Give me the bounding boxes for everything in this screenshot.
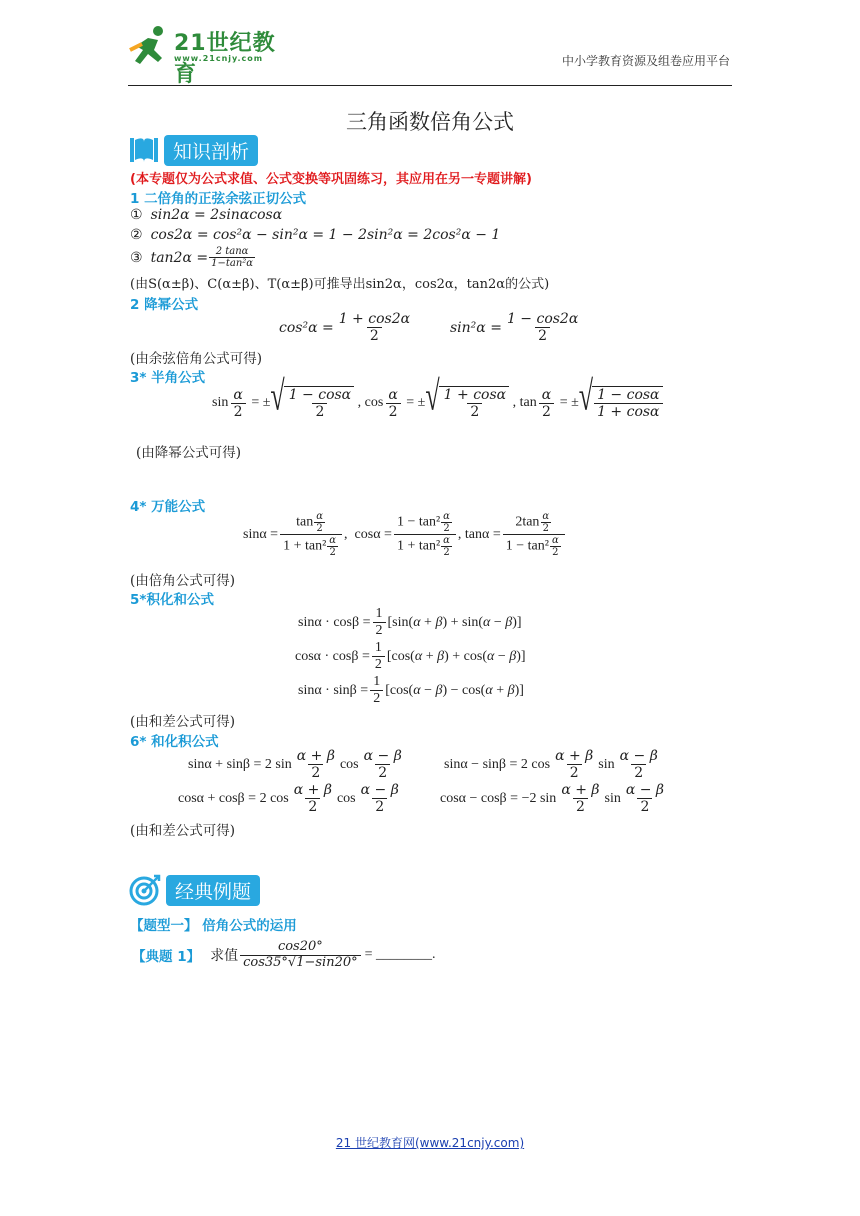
denominator: 1−tan²α xyxy=(211,258,254,269)
formula-stp-3: cosα + cosβ = 2 cos $\frac{\alpha + \beta}{2}$ cos $\frac{\alpha - \beta}{2}$ xyxy=(178,782,399,816)
formula-stp-1: sinα + sinβ = 2 sin $\frac{\alpha + \beta}{2}$ cos $\frac{\alpha - \beta}{2}$ xyxy=(188,748,402,782)
heading-power-reduction: 2 降幂公式 xyxy=(130,297,199,313)
note-from-reduction: (由降幂公式可得) xyxy=(136,445,242,461)
numerator: 1 + cos2α xyxy=(338,311,411,327)
note-from-double: (由倍角公式可得) xyxy=(130,573,236,589)
section-badge-knowledge xyxy=(128,134,258,166)
heading-product-to-sum: 5*积化和公式 xyxy=(130,592,214,608)
page-title: 三角函数倍角公式 xyxy=(346,110,514,134)
formula-universal: sinα = tan $\frac{\alpha}{2}$ 1 + tan² $\frac{\alpha}{2}$ , cosα = 1 − tan² $\frac{\alpha}{2}$ 1 + tan² $\frac{\alpha}{2}$ , tanα = 2tan $\frac{\alpha}{2}$ 1 − tan² $\frac{\alpha}{2}$ xyxy=(243,511,567,558)
fraction xyxy=(209,246,255,269)
formula-tan2a xyxy=(130,246,256,269)
example-1 xyxy=(132,940,436,971)
target-icon xyxy=(128,873,162,907)
formula-pts-3: sinα · sinβ = $\frac{1}{2}$ [cos(α − β) − cos(α + β)] xyxy=(298,674,524,707)
logo-text: 21世纪教育 xyxy=(174,31,276,87)
formula-text: sin2α = 2sinαcosα xyxy=(150,207,283,223)
heading-double-angle: 1 二倍角的正弦余弦正切公式 xyxy=(130,191,307,207)
problem-type-1: 【题型一】 倍角公式的运用 xyxy=(130,918,297,934)
badge-label: 经典例题 xyxy=(166,875,260,906)
note-cos-double: (由余弦倍角公式可得) xyxy=(130,351,263,367)
formula-sin-sq xyxy=(450,311,583,344)
formula-stp-4: cosα − cosβ = −2 sin $\frac{\alpha + \beta}{2}$ sin $\frac{\alpha - \beta}{2}$ xyxy=(440,782,665,816)
note-from-sum-diff-2: (由和差公式可得) xyxy=(130,823,236,839)
heading-half-angle: 3* 半角公式 xyxy=(130,370,206,386)
numerator: cos20° xyxy=(277,939,323,954)
derive-note: (由S(α±β)、C(α±β)、T(α±β)可推导出sin2α，cos2α，tan2α的公式) xyxy=(130,277,550,292)
fraction xyxy=(336,311,413,344)
runner-logo-icon xyxy=(128,24,172,68)
circled-3: ③ xyxy=(130,249,143,266)
book-icon xyxy=(128,134,160,166)
section-badge-examples xyxy=(128,873,260,907)
formula-left: cos²α = xyxy=(279,319,334,336)
logo-url: www.21cnjy.com xyxy=(174,54,264,63)
platform-name: 中小学教育资源及组卷应用平台 xyxy=(561,54,730,68)
formula-sin2a xyxy=(130,207,282,223)
heading-universal: 4* 万能公式 xyxy=(130,499,206,515)
formula-left: sin²α = xyxy=(450,319,502,336)
formula-text: cos2α = cos²α − sin²α = 1 − 2sin²α = 2cos²α − 1 xyxy=(150,227,501,243)
example-fraction xyxy=(240,940,361,971)
formula-pts-1: sinα · cosβ = $\frac{1}{2}$ [sin(α + β) + sin(α − β)] xyxy=(298,606,522,639)
answer-blank: = ________. xyxy=(364,947,436,963)
heading-sum-to-product: 6* 和化积公式 xyxy=(130,734,219,750)
formula-half-angle: sin $\frac{\alpha}{2}$ = ± √ $\frac{1 - \cos\alpha}{2}$ , cos $\frac{\alpha}{2}$ = ± √ $\frac{1 + \cos\alpha}{2}$ , tan $\frac{\alpha}{2}$ = ± √ $\frac{1 - \cos\alpha}{1 + \cos\alpha}$ xyxy=(212,386,663,420)
circled-1: ① xyxy=(130,207,143,223)
badge-label: 知识剖析 xyxy=(164,135,258,166)
example-prompt: 求值 xyxy=(210,948,239,965)
example-label: 【典题 1】 xyxy=(132,949,201,966)
circled-2: ② xyxy=(130,227,143,243)
logo xyxy=(128,24,298,87)
formula-cos2a xyxy=(130,227,500,243)
denominator: 2 xyxy=(535,327,550,344)
formula-pts-2: cosα · cosβ = $\frac{1}{2}$ [cos(α + β) + cos(α − β)] xyxy=(295,640,526,673)
formula-stp-2: sinα − sinβ = 2 cos $\frac{\alpha + \beta}{2}$ sin $\frac{\alpha - \beta}{2}$ xyxy=(444,748,658,782)
header-rule xyxy=(128,85,732,86)
denominator: cos35°√1−sin20° xyxy=(240,955,361,971)
numerator: 1 − cos2α xyxy=(506,311,579,327)
numerator: 2 tanα xyxy=(215,246,249,257)
fraction xyxy=(504,311,581,344)
footer-link[interactable]: 21 世纪教育网(www.21cnjy.com) xyxy=(335,1136,525,1150)
denominator: 2 xyxy=(367,327,382,344)
note-from-sum-diff-1: (由和差公式可得) xyxy=(130,714,236,730)
formula-cos-sq xyxy=(279,311,415,344)
formula-left: tan2α = xyxy=(150,249,209,266)
scope-note: (本专题仅为公式求值、公式变换等巩固练习，其应用在另一专题讲解) xyxy=(130,172,532,187)
